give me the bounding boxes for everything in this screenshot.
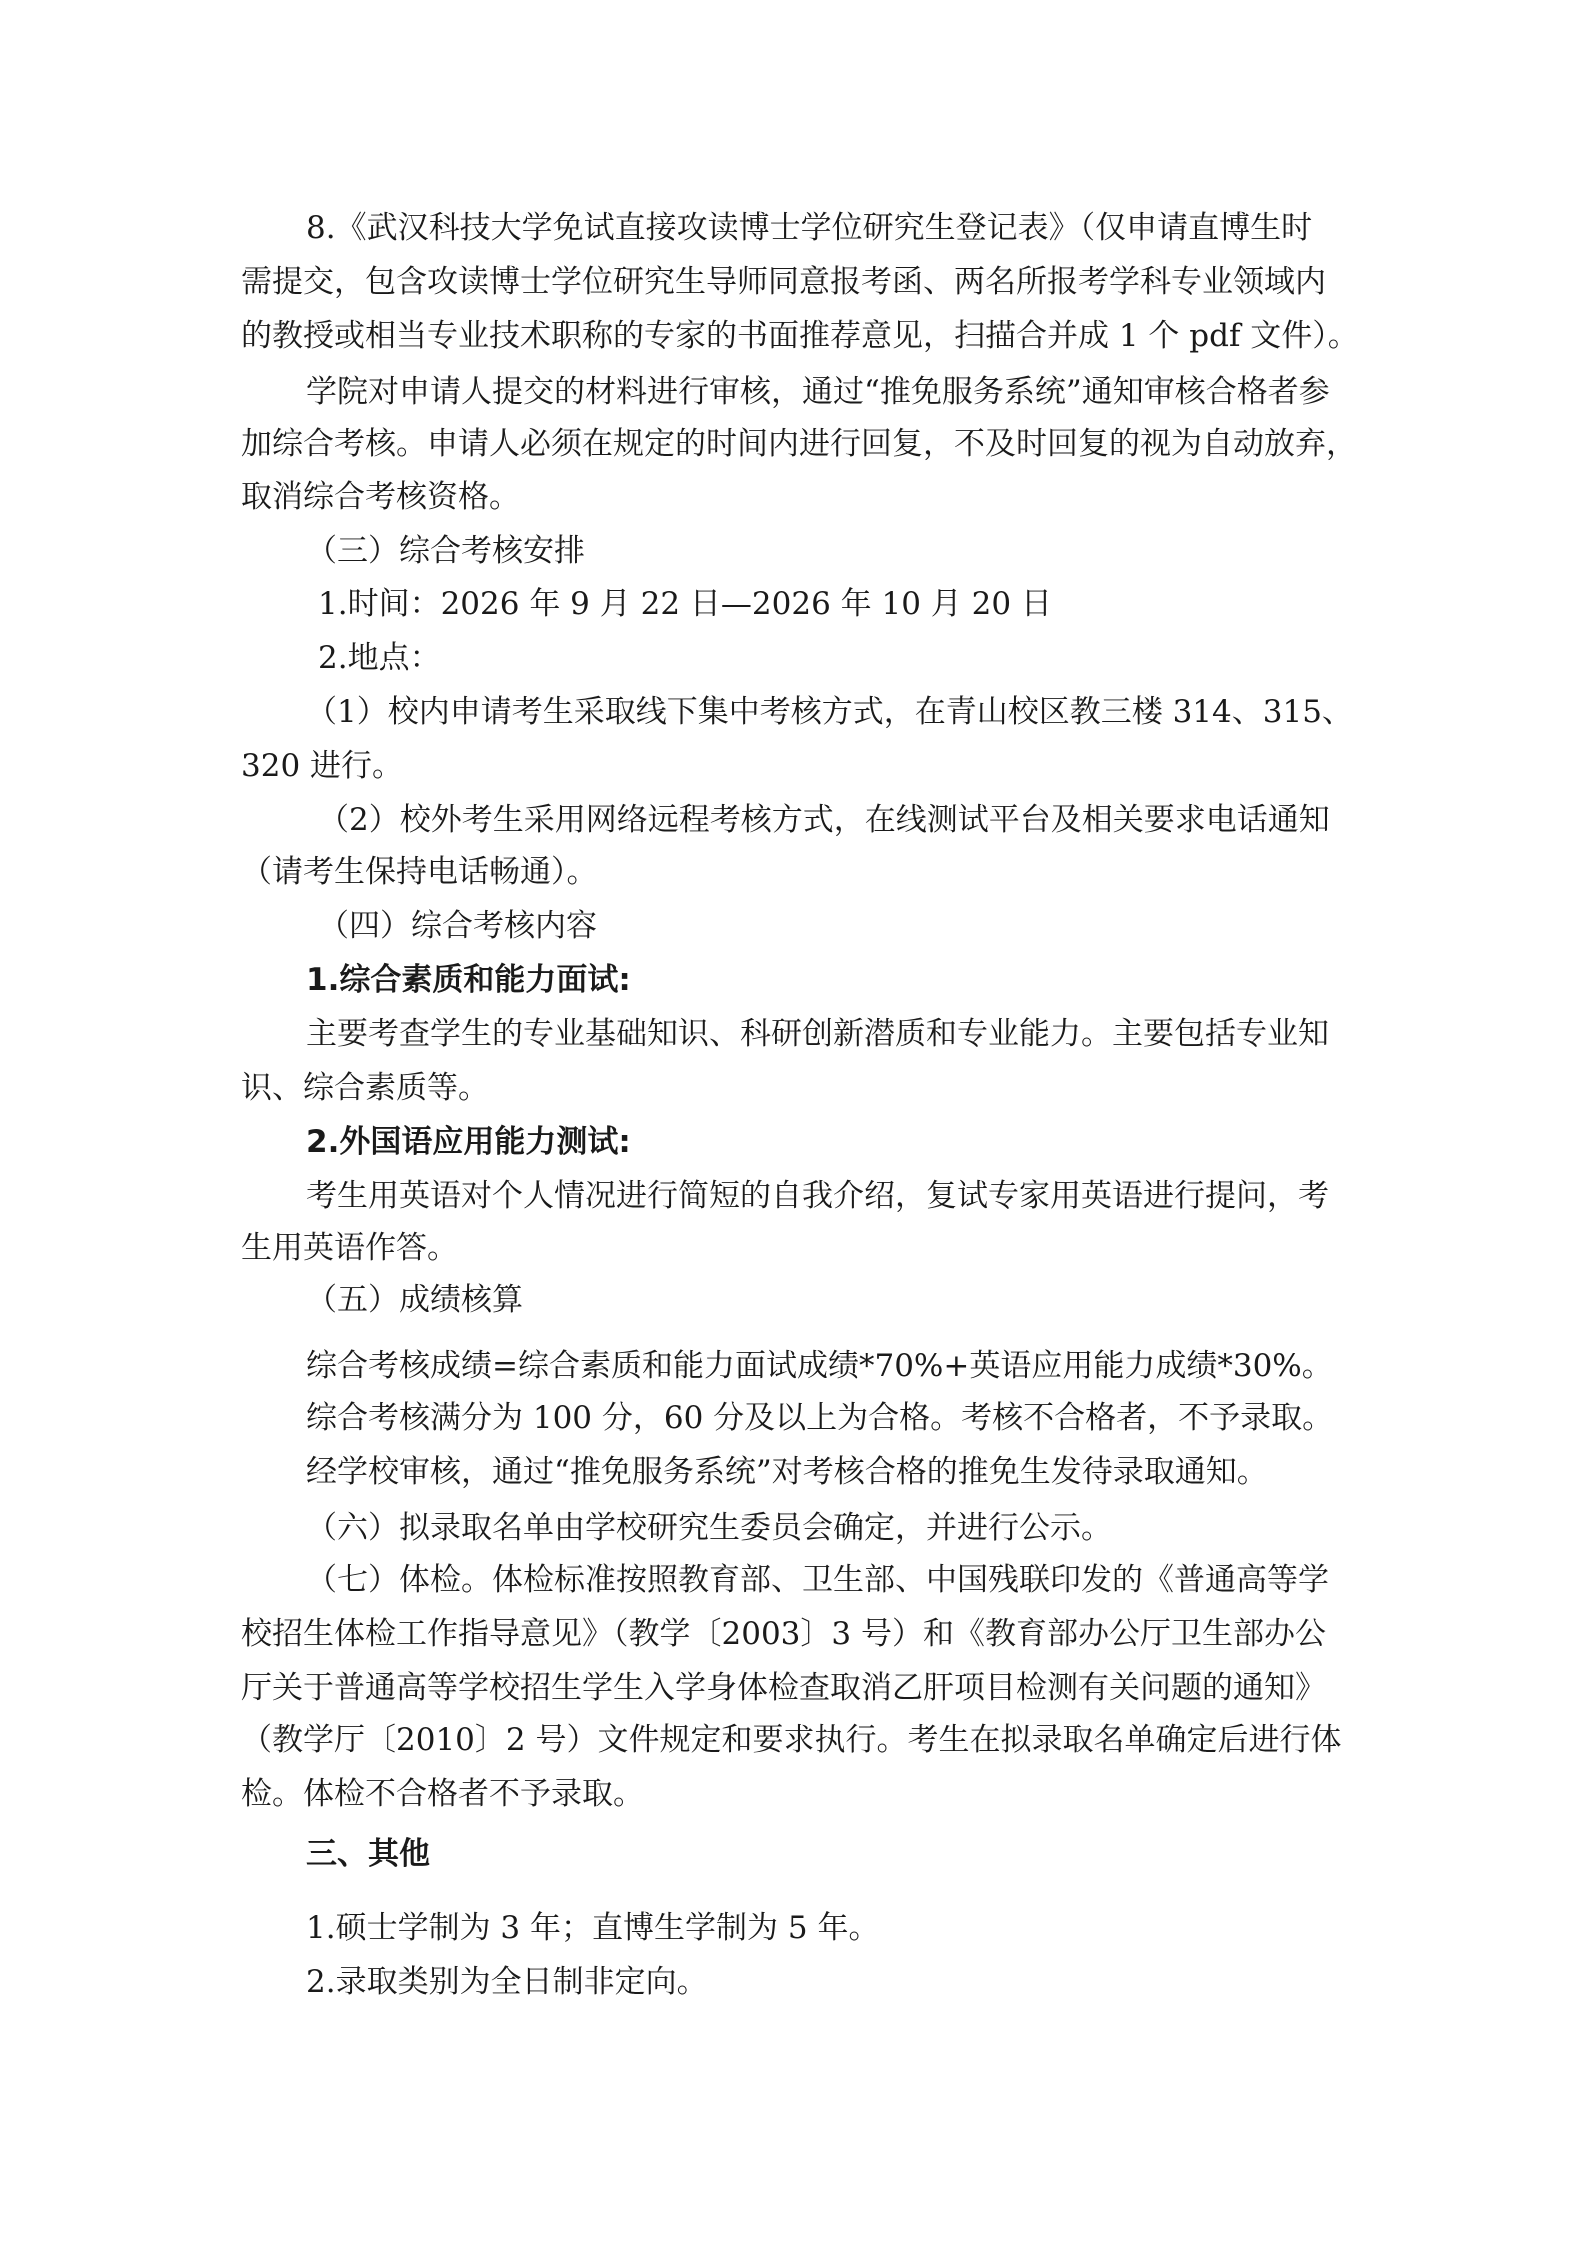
section3-place1-line-2: 320 进行。 (241, 748, 404, 784)
item8-line-3: 的教授或相当专业技术职称的专家的书面推荐意见，扫描合并成 1 个 pdf 文件）。 (241, 318, 1359, 354)
section5-notice: 经学校审核，通过“推免服务系统”对考核合格的推免生发待录取通知。 (306, 1454, 1268, 1490)
review-paragraph-line-2: 加综合考核。申请人必须在规定的时间内进行回复，不及时回复的视为自动放弃， (241, 426, 1357, 462)
part3-item-2: 2.录取类别为全日制非定向。 (306, 1964, 708, 2000)
section7-line-5: 检。体检不合格者不予录取。 (241, 1776, 644, 1812)
section5-heading: （五）成绩核算 (306, 1282, 523, 1318)
section7-line-4: （教学厅〔2010〕2 号）文件规定和要求执行。考生在拟录取名单确定后进行体 (241, 1722, 1342, 1758)
section4-sub1-line-2: 识、综合素质等。 (241, 1070, 489, 1106)
part3-heading: 三、其他 (306, 1836, 430, 1872)
section3-heading: （三）综合考核安排 (306, 533, 585, 569)
section6-text: （六）拟录取名单由学校研究生委员会确定，并进行公示。 (306, 1510, 1112, 1546)
review-paragraph-line-3: 取消综合考核资格。 (241, 479, 520, 515)
section7-line-1: （七）体检。体检标准按照教育部、卫生部、中国残联印发的《普通高等学 (306, 1562, 1329, 1598)
section3-time: 1.时间：2026 年 9 月 22 日—2026 年 10 月 20 日 (318, 586, 1052, 622)
section3-place1-line-1: （1）校内申请考生采取线下集中考核方式，在青山校区教三楼 314、315、 (306, 694, 1353, 730)
section4-sub2-line-2: 生用英语作答。 (241, 1230, 458, 1266)
item8-line-1: 8.《武汉科技大学免试直接攻读博士学位研究生登记表》（仅申请直博生时 (306, 210, 1313, 246)
section4-sub2-line-1: 考生用英语对个人情况进行简短的自我介绍，复试专家用英语进行提问，考 (306, 1178, 1329, 1214)
section5-formula: 综合考核成绩=综合素质和能力面试成绩*70%+英语应用能力成绩*30%。 (306, 1348, 1333, 1384)
part3-item-1: 1.硕士学制为 3 年；直博生学制为 5 年。 (306, 1910, 880, 1946)
section3-place2-line-2: （请考生保持电话畅通）。 (241, 854, 598, 890)
section4-heading: （四）综合考核内容 (318, 908, 597, 944)
section3-place: 2.地点： (318, 640, 441, 676)
section3-place2-line-1: （2）校外考生采用网络远程考核方式，在线测试平台及相关要求电话通知 (318, 802, 1330, 838)
section7-line-3: 厅关于普通高等学校招生学生入学身体检查取消乙肝项目检测有关问题的通知》 (241, 1670, 1326, 1706)
section5-pass: 综合考核满分为 100 分，60 分及以上为合格。考核不合格者，不予录取。 (306, 1400, 1334, 1436)
section4-sub2-title: 2.外国语应用能力测试: (306, 1124, 631, 1160)
item8-line-2: 需提交，包含攻读博士学位研究生导师同意报考函、两名所报考学科专业领域内 (241, 264, 1326, 300)
section4-sub1-title: 1.综合素质和能力面试: (306, 962, 631, 998)
section7-line-2: 校招生体检工作指导意见》（教学〔2003〕3 号）和《教育部办公厅卫生部办公 (241, 1616, 1326, 1652)
section4-sub1-line-1: 主要考查学生的专业基础知识、科研创新潜质和专业能力。主要包括专业知 (306, 1016, 1329, 1052)
review-paragraph-line-1: 学院对申请人提交的材料进行审核，通过“推免服务系统”通知审核合格者参 (306, 374, 1330, 410)
